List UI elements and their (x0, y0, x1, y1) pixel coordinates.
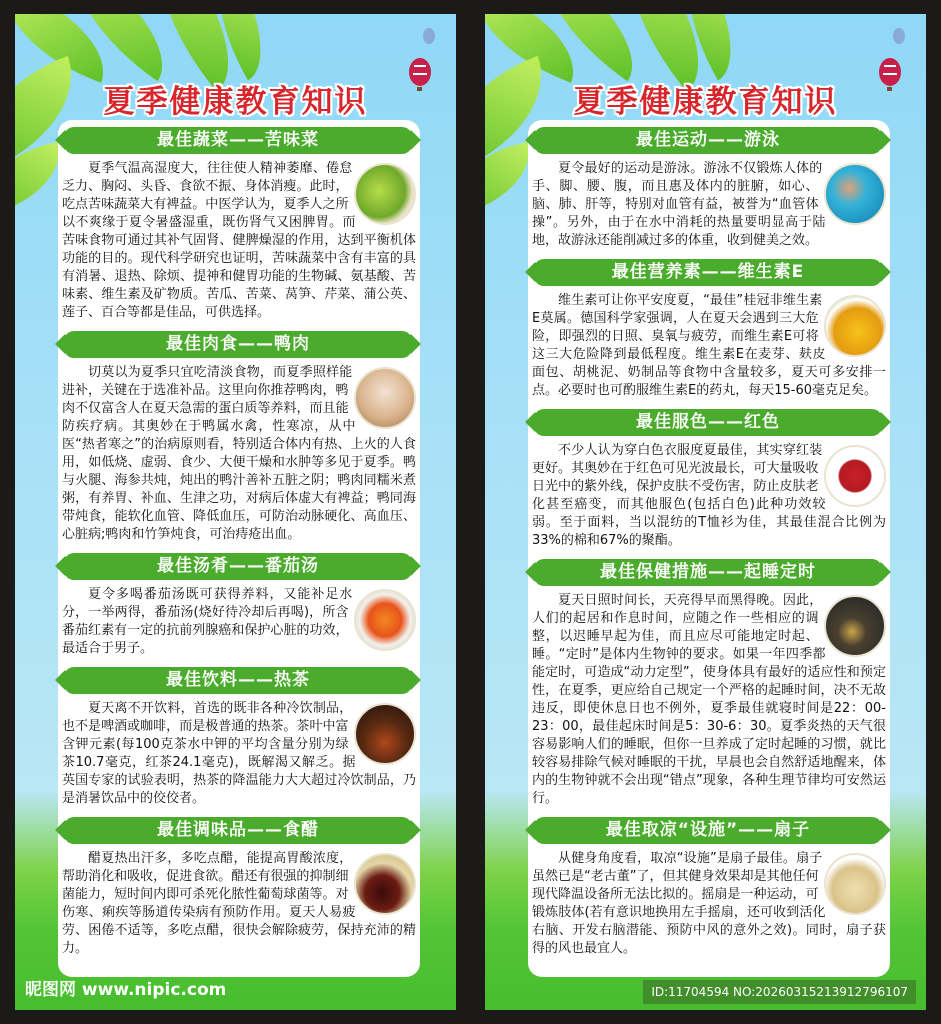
swimmer-photo (824, 163, 886, 225)
section-body (530, 442, 886, 550)
section-text: 不少人认为穿白色衣服度夏最佳，其实穿红装更好。其奥妙在于红色可见光波最长，可大量吸收日光中的紫外线，保护皮肤不受伤害，防止皮肤老化甚至癌变，而其他服色(包括白色)此种功效较弱。至于面料，当以混纺的T恤衫为佳，其最佳混合比例为33%的棉和67%的聚酯。 (532, 443, 886, 548)
content-card (528, 120, 890, 977)
section-heading: 最佳营养素——维生素E (534, 259, 882, 286)
section-heading: 最佳服色——红色 (534, 409, 882, 436)
section-body (60, 850, 416, 958)
section-heading: 最佳运动——游泳 (534, 127, 882, 154)
image-id-label: ID:11704594 NO:20260315213912796107 (643, 980, 916, 1004)
section-text: 夏季气温高湿度大，往往使人精神萎靡、倦怠乏力、胸闷、头昏、食欲不振、身体消瘦。此时，吃点苦味蔬菜大有裨益。中医学认为，夏季人之所以不爽缘于夏令暑盛湿重，既伤肾气又困脾胃。而苦味食物可通过其补气固肾、健脾燥湿的作用，达到平衡机体功能的目的。现代科学研究也证明，苦味蔬菜中含有丰富的具有消暑、退热、除烦、提神和健胃功能的生物碱、氨基酸、苦味素、维生素及矿物质。苦瓜、苦菜、莴笋、芹菜、蒲公英、莲子、百合等都是佳品，可供选择。 (62, 161, 416, 320)
section-body (530, 292, 886, 400)
hot-tea-photo (354, 703, 416, 765)
poster-right (485, 14, 926, 1010)
section-text: 从健身角度看，取凉“设施”是扇子最佳。扇子虽然已是“老古董”了，但其健身效果却是其他任何现代降温设备所无法比拟的。摇扇是一种运动，可锻炼肢体(若有意识地换用左手摇扇，还可收到活化右脑、开发右脑潜能、预防中风的意外之效)。同时，扇子获得的风也最宜人。 (532, 851, 886, 956)
duck-photo (354, 367, 416, 429)
section-heading: 最佳保健措施——起睡定时 (534, 559, 882, 586)
vinegar-photo (354, 853, 416, 915)
section-heading: 最佳调味品——食醋 (64, 817, 412, 844)
poster-title: 夏季健康教育知识 (573, 84, 838, 120)
poster-left (15, 14, 456, 1010)
section-body (530, 850, 886, 958)
vitamin-e-photo (824, 295, 886, 357)
section-body (60, 700, 416, 808)
section-text: 夏令最好的运动是游泳。游泳不仅锻炼人体的手、脚、腰、腹，而且惠及体内的脏腑，如心、脑、肺、肝等，特别对血管有益，被誉为“血管体操”。另外，由于在水中消耗的热量要明显高于陆地，故游泳还能削减过多的体重，收到健美之效。 (532, 161, 826, 248)
section-body (530, 160, 886, 250)
green-vegetable-photo (354, 163, 416, 225)
section-body (530, 592, 886, 808)
section-text: 醋夏热出汗多，多吃点醋，能提高胃酸浓度，帮助消化和吸收，促进食欲。醋还有很强的抑制细菌能力，短时间内即可杀死化脓性葡萄球菌等。对伤寒、痢疾等肠道传染病有预防作用。夏天人易疲劳、困倦不适等，多吃点醋，很快会解除疲劳，保持充沛的精力。 (62, 851, 416, 956)
alarm-clock-photo (824, 595, 886, 657)
section-body (60, 586, 416, 658)
section-text: 维生素可让你平安度夏，“最佳”桂冠非维生素E莫属。德国科学家强调，人在夏天会遇到三大危险，即强烈的日照、臭氧与疲劳，而维生素E可将这三大危险降到最低程度。维生素E在麦芽、麸皮面包、胡桃泥、奶制品等食物中含量较多，夏天可多安排一点。必要时也可酌服维生素E的药丸，每天15-60毫克足矣。 (532, 293, 886, 398)
section-body (60, 364, 416, 544)
red-tshirt-photo (824, 445, 886, 507)
section-heading: 最佳汤肴——番茄汤 (64, 553, 412, 580)
section-heading: 最佳饮料——热茶 (64, 667, 412, 694)
watermark-logo: 昵图网 www.nipic.com (25, 980, 227, 1000)
section-heading: 最佳蔬菜——苦味菜 (64, 127, 412, 154)
section-body (60, 160, 416, 322)
tomato-soup-photo (354, 589, 416, 651)
folding-fan-photo (824, 853, 886, 915)
content-card (58, 120, 420, 977)
section-heading: 最佳取凉“设施”——扇子 (534, 817, 882, 844)
section-text: 夏天日照时间长，天亮得早而黑得晚。因此，人们的起居和作息时间，应随之作一些相应的调整，以迟睡早起为佳，而且应尽可能地定时起、睡。“定时”是体内生物钟的要求。如果一年四季都能定时，可造成“动力定型”，使身体具有最好的适应性和预定性，在夏季，更应给自己规定一个严格的起睡时间，决不无故违反，即使休息日也不例外，夏季最佳就寝时间是22：00-23：00，最佳起床时间是5：30-6：30。夏季炎热的天气很容易影响人们的睡眠，但你一旦养成了定时起睡的习惯，就比较容易排除气候对睡眠的干扰，早晨也会自然舒适地醒来，体内的生物钟就不会出现“错点”现象，各种生理节律均可安然运行。 (532, 593, 886, 806)
section-text: 夏天离不开饮料，首选的既非各种冷饮制品，也不是啤酒或咖啡，而是极普通的热茶。茶叶中富含钾元素(每100克茶水中钾的平均含量分别为绿茶10.7毫克，红茶24.1毫克)，既解渴又解乏。据英国专家的试验表明，热茶的降温能力大大超过冷饮制品，乃是消暑饮品中的佼佼者。 (62, 701, 416, 806)
section-text: 夏令多喝番茄汤既可获得养料，又能补足水分，一举两得，番茄汤(烧好待冷却后再喝)，所含番茄红素有一定的抗前列腺癌和保护心脏的功效，最适合于男子。 (62, 587, 353, 656)
section-heading: 最佳肉食——鸭肉 (64, 331, 412, 358)
poster-title: 夏季健康教育知识 (103, 84, 368, 120)
section-text: 切莫以为夏季只宜吃清淡食物，而夏季照样能进补，关键在于选准补品。这里向你推荐鸭肉，鸭肉不仅富含人在夏天急需的蛋白质等养料，而且能防疾疗病。其奥妙在于鸭属水禽，性寒凉，从中医“热者寒之”的治病原则看，特别适合体内有热、上火的人食用，如低烧、虚弱、食少、大便干燥和水肿等多见于夏季。鸭与火腿、海参共炖，炖出的鸭汁善补五脏之阴；鸭肉同糯米煮粥，有养胃、补血、生津之功，对病后体虚大有裨益；鸭同海带炖食，能软化血管、降低血压，可防治动脉硬化、高血压、心脏病;鸭肉和竹笋炖食，可治痔疮出血。 (62, 365, 416, 542)
